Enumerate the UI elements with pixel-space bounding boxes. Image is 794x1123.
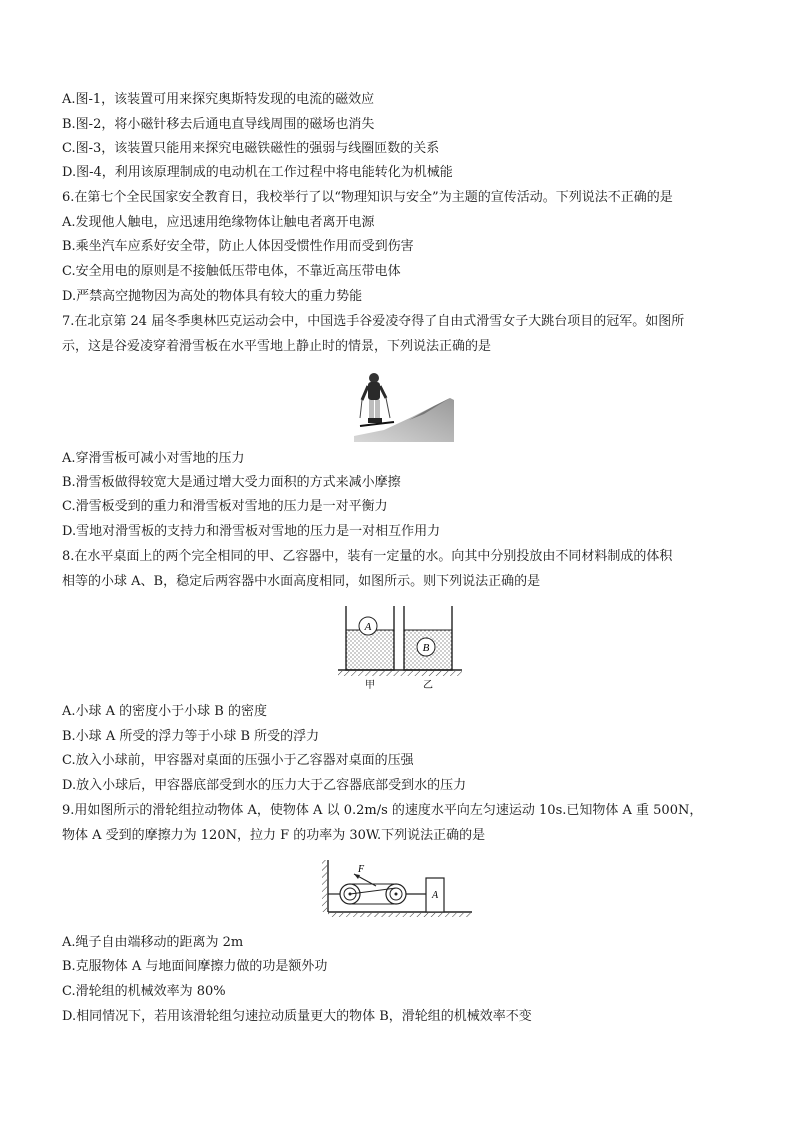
svg-text:F: F xyxy=(358,864,365,875)
q7-option-b: B.滑雪板做得较宽大是通过增大受力面积的方式来减小摩擦 xyxy=(62,475,401,490)
q5-option-b: B.图-2，将小磁针移去后通电直导线周围的磁场也消失 xyxy=(62,117,375,132)
q5-option-d: D.图-4，利用该原理制成的电动机在工作过程中将电能转化为机械能 xyxy=(62,165,453,180)
q9-stem-line1: 9.用如图所示的滑轮组拉动物体 A，使物体 A 以 0.2m/s 的速度水平向左匀速运动 10s.已知物体 A 重 500N， xyxy=(62,803,703,818)
svg-text:乙: 乙 xyxy=(423,680,433,691)
q9-option-b: B.克服物体 A 与地面间摩擦力做的功是额外功 xyxy=(62,959,328,974)
q5-option-a: A.图-1，该装置可用来探究奥斯特发现的电流的磁效应 xyxy=(62,92,375,107)
pulley-figure xyxy=(320,858,476,922)
q8-option-d: D.放入小球后，甲容器底部受到水的压力大于乙容器底部受到水的压力 xyxy=(62,778,467,793)
q7-option-c: C.滑雪板受到的重力和滑雪板对雪地的压力是一对平衡力 xyxy=(62,499,388,514)
q7-stem-line1: 7.在北京第 24 届冬季奥林匹克运动会中，中国选手谷爱凌夺得了自由式滑雪女子大跳台项目的冠军。如图所 xyxy=(62,314,685,329)
q6-option-d: D.严禁高空抛物因为高处的物体具有较大的重力势能 xyxy=(62,289,363,304)
q8-stem-line2: 相等的小球 A、B，稳定后两容器中水面高度相同，如图所示。则下列说法正确的是 xyxy=(62,574,541,589)
q6-option-c: C.安全用电的原则是不接触低压带电体，不靠近高压带电体 xyxy=(62,264,401,279)
q7-stem-line2: 示，这是谷爱凌穿着滑雪板在水平雪地上静止时的情景，下列说法正确的是 xyxy=(62,339,492,354)
skier-figure xyxy=(354,370,454,446)
q7-option-a: A.穿滑雪板可减小对雪地的压力 xyxy=(62,451,245,466)
svg-text:A: A xyxy=(364,621,372,633)
q8-option-b: B.小球 A 所受的浮力等于小球 B 所受的浮力 xyxy=(62,729,320,744)
svg-text:甲: 甲 xyxy=(365,680,375,691)
q9-option-a: A.绳子自由端移动的距离为 2m xyxy=(62,935,244,950)
q5-option-c: C.图-3，该装置只能用来探究电磁铁磁性的强弱与线圈匝数的关系 xyxy=(62,141,440,156)
q6-option-a: A.发现他人触电，应迅速用绝缘物体让触电者离开电源 xyxy=(62,215,375,230)
q7-option-d: D.雪地对滑雪板的支持力和滑雪板对雪地的压力是一对相互作用力 xyxy=(62,524,441,539)
q6-stem: 6.在第七个全民国家安全教育日，我校举行了以“物理知识与安全”为主题的宣传活动。下列说法不正确的是 xyxy=(62,190,673,205)
q9-option-c: C.滑轮组的机械效率为 80% xyxy=(62,984,226,999)
water-jia xyxy=(346,630,394,670)
q9-stem-line2: 物体 A 受到的摩擦力为 120N，拉力 F 的功率为 30W.下列说法正确的是 xyxy=(62,828,486,843)
svg-text:B: B xyxy=(422,642,430,654)
q8-stem-line1: 8.在水平桌面上的两个完全相同的甲、乙容器中，装有一定量的水。向其中分别投放由不同材料制成的体积 xyxy=(62,549,673,564)
q6-option-b: B.乘坐汽车应系好安全带，防止人体因受惯性作用而受到伤害 xyxy=(62,239,414,254)
q8-option-a: A.小球 A 的密度小于小球 B 的密度 xyxy=(62,704,267,719)
svg-text:A: A xyxy=(431,890,439,901)
containers-figure xyxy=(338,604,462,696)
q9-option-d: D.相同情况下，若用该滑轮组匀速拉动质量更大的物体 B，滑轮组的机械效率不变 xyxy=(62,1009,532,1024)
q8-option-c: C.放入小球前，甲容器对桌面的压强小于乙容器对桌面的压强 xyxy=(62,753,414,768)
